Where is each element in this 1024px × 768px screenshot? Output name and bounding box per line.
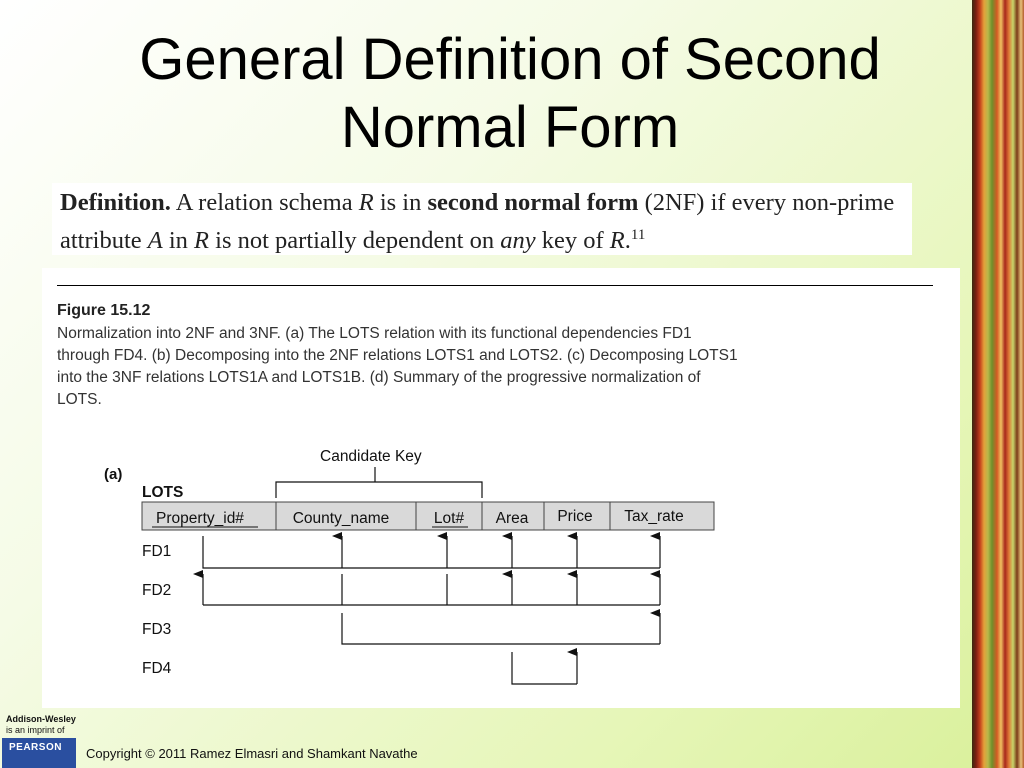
definition-text (60, 187, 910, 257)
publisher-name: Addison-Wesley (6, 714, 76, 724)
fd1-arrows (203, 536, 660, 568)
copyright-text: Copyright © 2011 Ramez Elmasri and Shamkant Navathe (86, 746, 418, 761)
fd1-label: FD1 (142, 543, 172, 560)
attr-lot: Lot# (433, 510, 465, 527)
attr-area: Area (495, 510, 529, 527)
decorative-stripe (972, 0, 1024, 768)
lots-diagram (42, 268, 960, 708)
relation-symbol: R (194, 227, 210, 255)
relation-name: LOTS (142, 484, 184, 501)
figure-title: Figure 15.12 (57, 302, 151, 319)
part-label: (a) (104, 466, 123, 483)
slide-title-line2: Normal Form (340, 95, 680, 160)
definition-part: (2NF) if every non-prime attribute (60, 189, 895, 255)
definition-label: Definition. (60, 189, 171, 216)
definition-part: . (624, 227, 631, 255)
candidate-key-label: Candidate Key (320, 448, 422, 465)
figure-caption: Normalization into 2NF and 3NF. (a) The LOTS relation with its functional dependencies FD1 through FD4. (b) Decomposing into the 2NF relations LOTS1 and LOTS2. (c) Decomposing LOTS1 into the 3NF relations LOTS1A and LOTS1B. (d) Summary of the progressive normalization of LOTS. (57, 325, 738, 408)
slide-title (60, 26, 960, 162)
definition-term: second normal form (427, 189, 639, 216)
fd3-label: FD3 (142, 621, 172, 638)
relation-symbol: R (609, 227, 625, 255)
slide-footer (0, 712, 972, 768)
fd2-label: FD2 (142, 582, 172, 599)
slide-title-line1: General Definition of Second (139, 27, 881, 92)
emphasis-any: any (500, 227, 536, 255)
fd2-arrows (203, 574, 660, 605)
definition-part: in (162, 227, 195, 255)
definition-part: A relation schema (170, 189, 359, 216)
attr-county-name: County_name (292, 510, 390, 527)
footnote-marker: 11 (630, 227, 646, 243)
attribute-symbol: A (147, 227, 163, 255)
definition-part: key of (535, 227, 610, 255)
fd3-arrows (342, 613, 660, 644)
definition-part: is not partially dependent on (209, 227, 501, 255)
fd4-label: FD4 (142, 660, 172, 677)
attr-property-id: Property_id# (156, 510, 244, 527)
attr-tax-rate: Tax_rate (624, 508, 684, 525)
publisher-imprint: is an imprint of (6, 725, 65, 735)
pearson-logo (2, 738, 76, 768)
relation-symbol: R (358, 189, 374, 216)
fd4-arrows (512, 652, 577, 684)
attr-price: Price (557, 508, 593, 525)
pearson-logo-text: PEARSON (9, 742, 62, 753)
candidate-key-bracket (276, 467, 482, 498)
definition-box (52, 183, 912, 255)
definition-part: is in (373, 189, 428, 216)
